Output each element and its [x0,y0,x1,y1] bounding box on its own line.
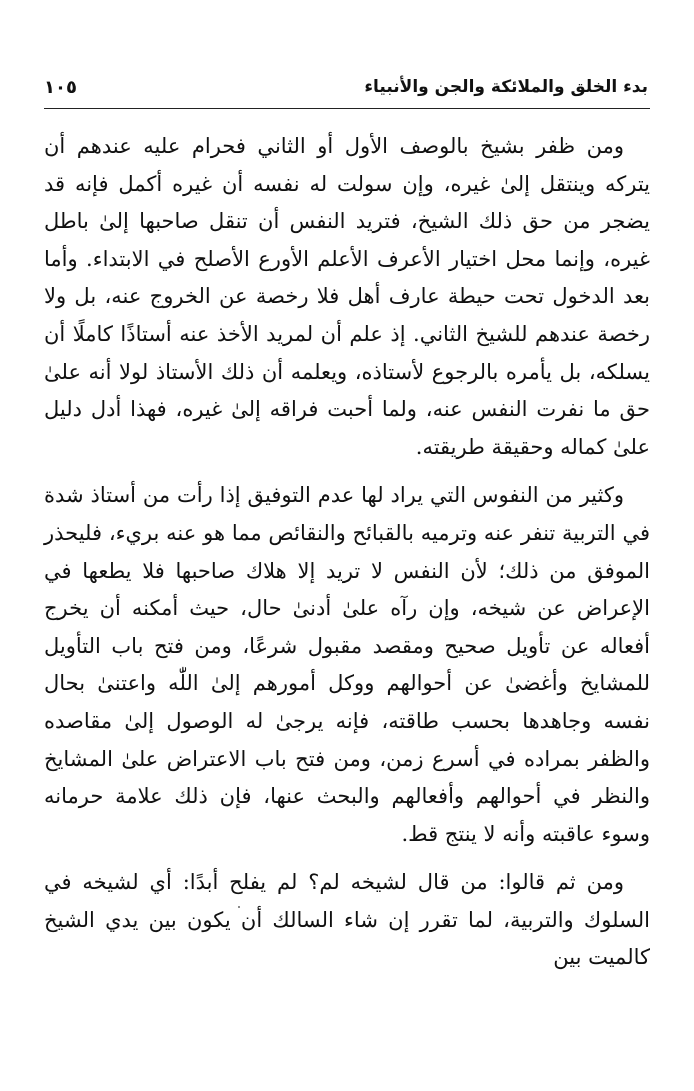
body-text [44,128,650,977]
stray-mark [238,906,240,908]
header-title: بدء الخلق والملائكة والجن والأنبياء [364,77,648,97]
paragraph: ومن ثم قالوا: من قال لشيخه لم؟ لم يفلح أبدًا: أي لشيخه في السلوك والتربية، لما تقرر إن شاء السالك أن يكون بين يدي الشيخ كالميت بين [44,870,650,970]
paragraph: ومن ظفر بشيخ بالوصف الأول أو الثاني فحرام عليه عندهم أن يتركه وينتقل إلىٰ غيره، وإن سولت له نفسه أن غيره أكمل فإنه قد يضجر من حق ذلك الشيخ، فتريد النفس أن تنقل صاحبها إلىٰ باطل غيره، وإنما محل اختيار الأعرف الأعلم الأورع الأصلح في الابتداء. وأما بعد الدخول تحت حيطة عارف أهل فلا رخصة عن الخروج عنه، بل ولا رخصة عندهم للشيخ الثاني. إذ علم أن لمريد الأخذ عنه أستاذًا كاملًا أن يسلكه، بل يأمره بالرجوع لأستاذه، ويعلمه أن ذلك الأستاذ لولا أنه علىٰ حق ما نفرت النفس عنه، ولما أحبت فراقه إلىٰ غيره، فهذا أدل دليل علىٰ كماله وحقيقة طريقته. [44,134,650,459]
paragraph: وكثير من النفوس التي يراد لها عدم التوفيق إذا رأت من أستاذ شدة في التربية تنفر عنه وترميه بالقبائح والنقائص مما هو عنه بريء، فليحذر الموفق من ذلك؛ لأن النفس لا تريد إلا هلاك صاحبها فلا يطعها في الإعراض عن شيخه، وإن رآه علىٰ أدنىٰ حال، حيث أمكنه أن يخرج أفعاله عن تأويل صحيح ومقصد مقبول شرعًا، ومن فتح باب التأويل للمشايخ وأغضىٰ عن أحوالهم ووكل أمورهم إلىٰ اللّٰه واعتنىٰ بحال نفسه وجاهدها بحسب طاقته، فإنه يرجىٰ له الوصول إلىٰ مقاصده والظفر بمراده في أسرع زمن، ومن فتح باب الاعتراض علىٰ المشايخ والنظر في أحوالهم وأفعالهم والبحث عنها، فإن ذلك علامة حرمانه وسوء عاقبته وأنه لا ينتج قط. [44,483,650,846]
header-rule [44,108,650,109]
running-header [44,70,648,104]
page-number: ١٠٥ [44,76,77,98]
